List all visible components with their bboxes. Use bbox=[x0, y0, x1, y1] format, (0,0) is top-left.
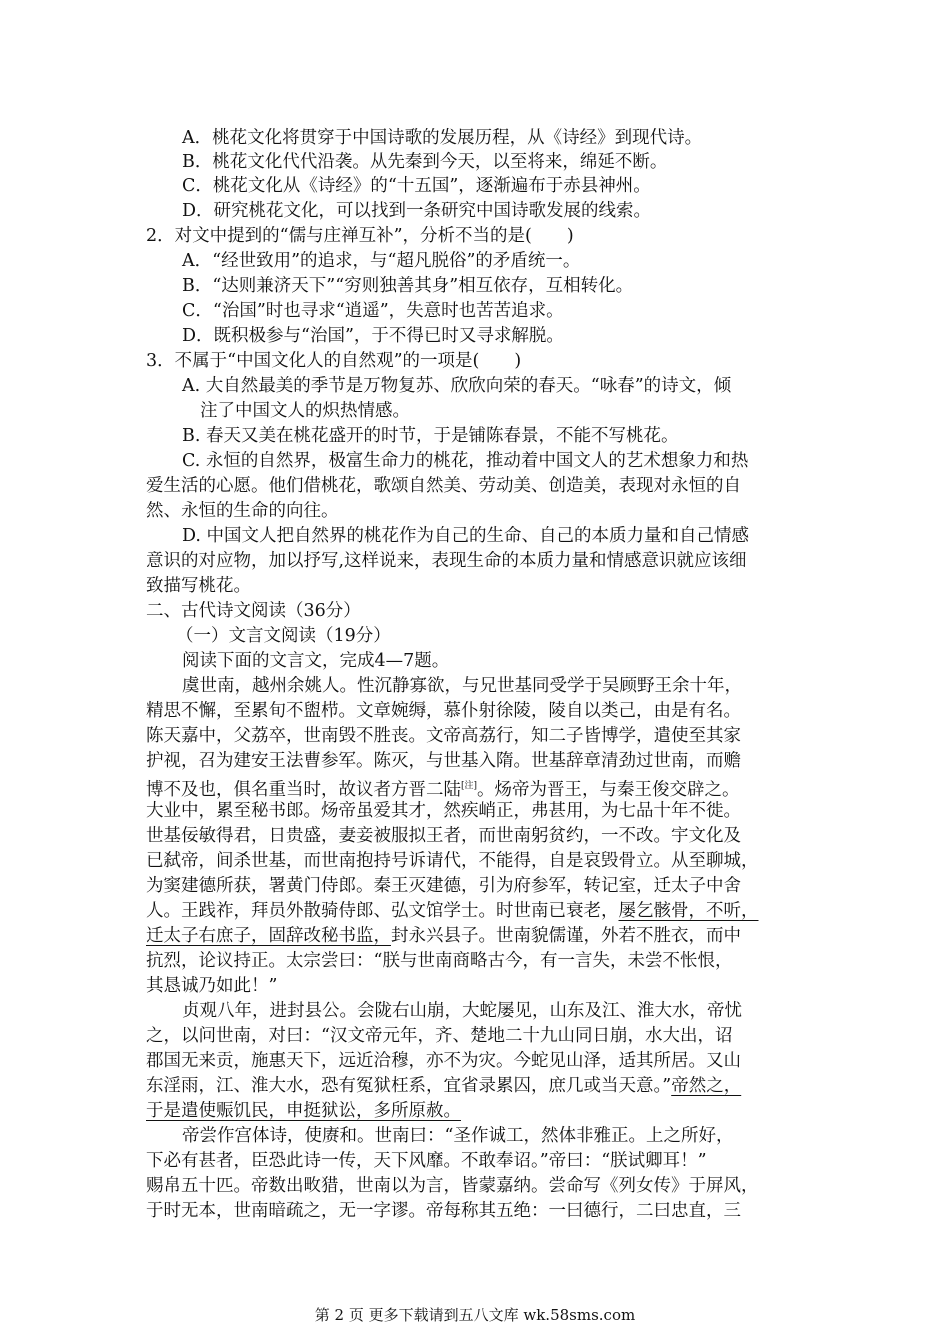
passage-line: 为窦建德所获，署黄门侍郎。秦王灭建德，引为府参军，转记室，迁太子中舍 bbox=[146, 876, 741, 896]
underlined-segment: 于是遣使赈饥民，申挺狱讼，多所原赦。 bbox=[146, 1101, 461, 1121]
passage-line: 护视，召为建安王法曹参军。陈灭，与世基入隋。世基辞章清劲过世南，而赡 bbox=[146, 751, 741, 771]
passage-line: 于时无本，世南暗疏之，无一字谬。帝每称其五绝：一曰德行，二曰忠直，三 bbox=[146, 1201, 741, 1221]
subsection-title: （一）文言文阅读（19分） bbox=[176, 626, 391, 646]
passage-segment: 人。王践祚，拜员外散骑侍郎、弘文馆学士。时世南已衰老， bbox=[146, 901, 619, 921]
q3-option-d-line2: 意识的对应物，加以抒写,这样说来，表现生命的本质力量和情感意识就应该细 bbox=[146, 551, 747, 571]
q1-option-c: C．桃花文化从《诗经》的“十五国”，逐渐遍布于赤县神州。 bbox=[182, 176, 651, 196]
section-title: 二、古代诗文阅读（36分） bbox=[146, 601, 361, 621]
q3-option-b: B. 春天又美在桃花盛开的时节，于是铺陈春景，不能不写桃花。 bbox=[182, 426, 679, 446]
section-instruction: 阅读下面的文言文，完成4—7题。 bbox=[182, 651, 450, 671]
passage-line: 帝尝作宫体诗，使赓和。世南曰：“圣作诚工，然体非雅正。上之所好， bbox=[182, 1126, 734, 1146]
q2-option-c: C．“治国”时也寻求“逍遥”，失意时也苦苦追求。 bbox=[182, 301, 564, 321]
passage-segment: 。炀帝为晋王，与秦王俊交辟之。 bbox=[477, 779, 740, 800]
passage-line: 虞世南，越州余姚人。性沉静寡欲，与兄世基同受学于吴顾野王余十年， bbox=[182, 676, 742, 696]
passage-line: 下必有甚者，臣恐此诗一传，天下风靡。不敢奉诏。”帝曰：“朕试卿耳！” bbox=[146, 1151, 707, 1171]
q2-option-d: D．既积极参与“治国”，于不得已时又寻求解脱。 bbox=[182, 326, 564, 346]
passage-segment: 东淫雨，江、淮大水，恐有冤狱枉系，宜省录累囚，庶几或当天意。” bbox=[146, 1076, 672, 1096]
passage-segment: 封永兴县子。世南貌儒谨，外若不胜衣，而中 bbox=[391, 926, 741, 946]
underlined-segment: 屡乞骸骨，不听， bbox=[618, 901, 759, 921]
passage-line: 郡国无来贡，施惠天下，远近洽穆，亦不为灾。今蛇见山泽，适其所居。又山 bbox=[146, 1051, 741, 1071]
q2-option-a: A．“经世致用”的追求，与“超凡脱俗”的矛盾统一。 bbox=[182, 251, 581, 271]
passage-line: 其恳诚乃如此！” bbox=[146, 976, 278, 996]
passage-line bbox=[146, 899, 759, 923]
passage-line bbox=[146, 1074, 741, 1098]
q3-option-c-line1: C. 永恒的自然界，极富生命力的桃花，推动着中国文人的艺术想象力和热 bbox=[182, 451, 749, 471]
underlined-segment: 迁太子右庶子，固辞改秘书监， bbox=[146, 926, 391, 946]
passage-line: 贞观八年，进封县公。会陇右山崩，大蛇屡见，山东及江、淮大水，帝忧 bbox=[182, 1001, 742, 1021]
passage-line: 赐帛五十匹。帝数出畋猎，世南以为言，皆蒙嘉纳。尝命写《列女传》于屏风， bbox=[146, 1176, 759, 1196]
q3-option-d-line1: D. 中国文人把自然界的桃花作为自己的生命、自己的本质力量和自己情感 bbox=[182, 526, 750, 546]
passage-line: 大业中，累至秘书郎。炀帝虽爱其才，然疾峭正，弗甚用，为七品十年不徙。 bbox=[146, 801, 741, 821]
passage-line bbox=[146, 924, 741, 948]
passage-line: 抗烈，论议持正。太宗尝曰：“朕与世南商略古今，有一言失，未尝不怅恨， bbox=[146, 951, 733, 971]
page-footer: 第 2 页 更多下载请到五八文库 wk.58sms.com bbox=[314, 1306, 636, 1324]
passage-line bbox=[146, 774, 740, 802]
passage-line: 之，以问世南，对曰：“汉文帝元年，齐、楚地二十九山同日崩，水大出，诏 bbox=[146, 1026, 733, 1046]
passage-line: 精思不懈，至累旬不盥栉。文章婉缛，慕仆射徐陵，陵自以类己，由是有名。 bbox=[146, 701, 741, 721]
footnote-marker: [注] bbox=[461, 781, 478, 791]
q3-option-a-line1: A. 大自然最美的季节是万物复苏、欣欣向荣的春天。“咏春”的诗文，倾 bbox=[182, 376, 732, 396]
q1-option-a: A．桃花文化将贯穿于中国诗歌的发展历程，从《诗经》到现代诗。 bbox=[182, 128, 703, 148]
q1-option-d: D．研究桃花文化，可以找到一条研究中国诗歌发展的线索。 bbox=[182, 201, 652, 221]
q3-option-c-line2: 爱生活的心愿。他们借桃花，歌颂自然美、劳动美、创造美，表现对永恒的自 bbox=[146, 476, 741, 496]
underlined-segment: 帝然之， bbox=[671, 1076, 742, 1096]
passage-line bbox=[146, 1099, 461, 1123]
passage-line: 已弑帝，间杀世基，而世南抱持号诉请代，不能得，自是哀毁骨立。从至聊城， bbox=[146, 851, 759, 871]
q3-option-d-line3: 致描写桃花。 bbox=[146, 576, 251, 596]
q3-option-a-line2: 注了中国文人的炽热情感。 bbox=[200, 401, 410, 421]
q2-option-b: B．“达则兼济天下”“穷则独善其身”相互依存，互相转化。 bbox=[182, 276, 634, 296]
passage-line: 世基佞敏得君，日贵盛，妻妾被服拟王者，而世南躬贫约，一不改。宇文化及 bbox=[146, 826, 741, 846]
passage-line: 陈天嘉中，父荔卒，世南毁不胜丧。文帝高荔行，知二子皆博学，遣使至其家 bbox=[146, 726, 741, 746]
q1-option-b: B．桃花文化代代沿袭。从先秦到今天，以至将来，绵延不断。 bbox=[182, 152, 668, 172]
q3-option-c-line3: 然、永恒的生命的向往。 bbox=[146, 501, 339, 521]
passage-segment: 博不及也，俱名重当时，故议者方晋二陆 bbox=[146, 779, 461, 800]
q3-stem: 3．不属于“中国文化人的自然观”的一项是( ) bbox=[146, 351, 522, 371]
q2-stem: 2．对文中提到的“儒与庄禅互补”，分析不当的是( ) bbox=[146, 226, 574, 246]
